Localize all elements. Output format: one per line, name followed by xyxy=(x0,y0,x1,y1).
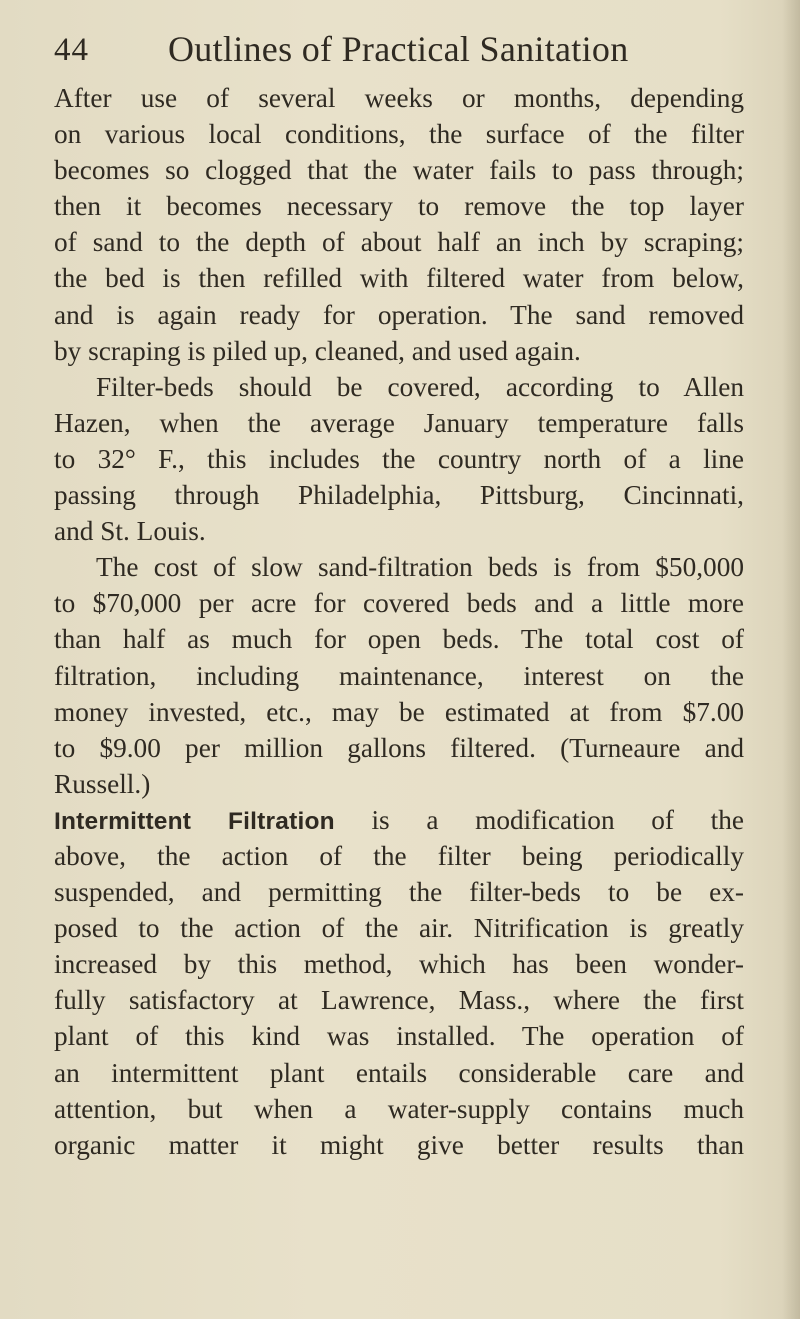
text-line: The cost of slow sand-filtration beds is from $50,000 xyxy=(96,552,744,583)
page-header xyxy=(54,28,744,78)
running-title: Outlines of Practical Sanitation xyxy=(168,29,629,69)
text-line: on various local conditions, the surface of the filter xyxy=(54,119,744,150)
text-line: suspended, and permitting the filter-beds to be ex- xyxy=(54,877,744,908)
text-line: increased by this method, which has been wonder- xyxy=(54,949,744,980)
text-line: to 32° F., this includes the country north of a line xyxy=(54,443,744,474)
text-line: an intermittent plant entails considerable care and xyxy=(54,1057,744,1088)
text-line: then it becomes necessary to remove the top layer xyxy=(54,191,744,222)
text-line: After use of several weeks or months, depending xyxy=(54,83,744,113)
body-text xyxy=(54,80,744,1163)
text-line-subheading xyxy=(54,802,744,838)
text-line: and St. Louis. xyxy=(54,516,206,547)
text-line: the bed is then refilled with filtered water from below, xyxy=(54,263,744,294)
text-line: posed to the action of the air. Nitrification is greatly xyxy=(54,913,744,944)
text-line: plant of this kind was installed. The operation of xyxy=(54,1021,744,1052)
page-edge-shadow xyxy=(782,0,800,1319)
text-line: filtration, including maintenance, interest on the xyxy=(54,660,744,691)
subheading-intermittent-filtration: Intermittent Filtration xyxy=(54,807,335,835)
text-line: money invested, etc., may be estimated at from $7.00 xyxy=(54,696,744,727)
text-line: Hazen, when the average January temperature falls xyxy=(54,407,744,438)
page-number: 44 xyxy=(54,32,89,68)
text-line: attention, but when a water-supply contains much xyxy=(54,1093,744,1124)
text-line: Russell.) xyxy=(54,768,151,799)
text-line: to $70,000 per acre for covered beds and a little more xyxy=(54,588,744,619)
text-line: to $9.00 per million gallons filtered. (Turneaure and xyxy=(54,732,744,763)
text-line: Filter-beds should be covered, according to Allen xyxy=(96,371,744,402)
text-line: passing through Philadelphia, Pittsburg, Cincinnati, xyxy=(54,480,744,511)
text-line: above, the action of the filter being periodically xyxy=(54,840,744,871)
text-line: becomes so clogged that the water fails to pass through; xyxy=(54,155,744,186)
text-line: organic matter it might give better results than xyxy=(54,1129,744,1160)
subheading-continuation: is a modification of the xyxy=(334,804,745,835)
text-line: fully satisfactory at Lawrence, Mass., where the first xyxy=(54,985,744,1016)
text-line: of sand to the depth of about half an inch by scraping; xyxy=(54,227,744,258)
text-line: by scraping is piled up, cleaned, and used again. xyxy=(54,335,581,366)
text-line: and is again ready for operation. The sand removed xyxy=(54,299,744,330)
text-line: than half as much for open beds. The total cost of xyxy=(54,624,744,655)
